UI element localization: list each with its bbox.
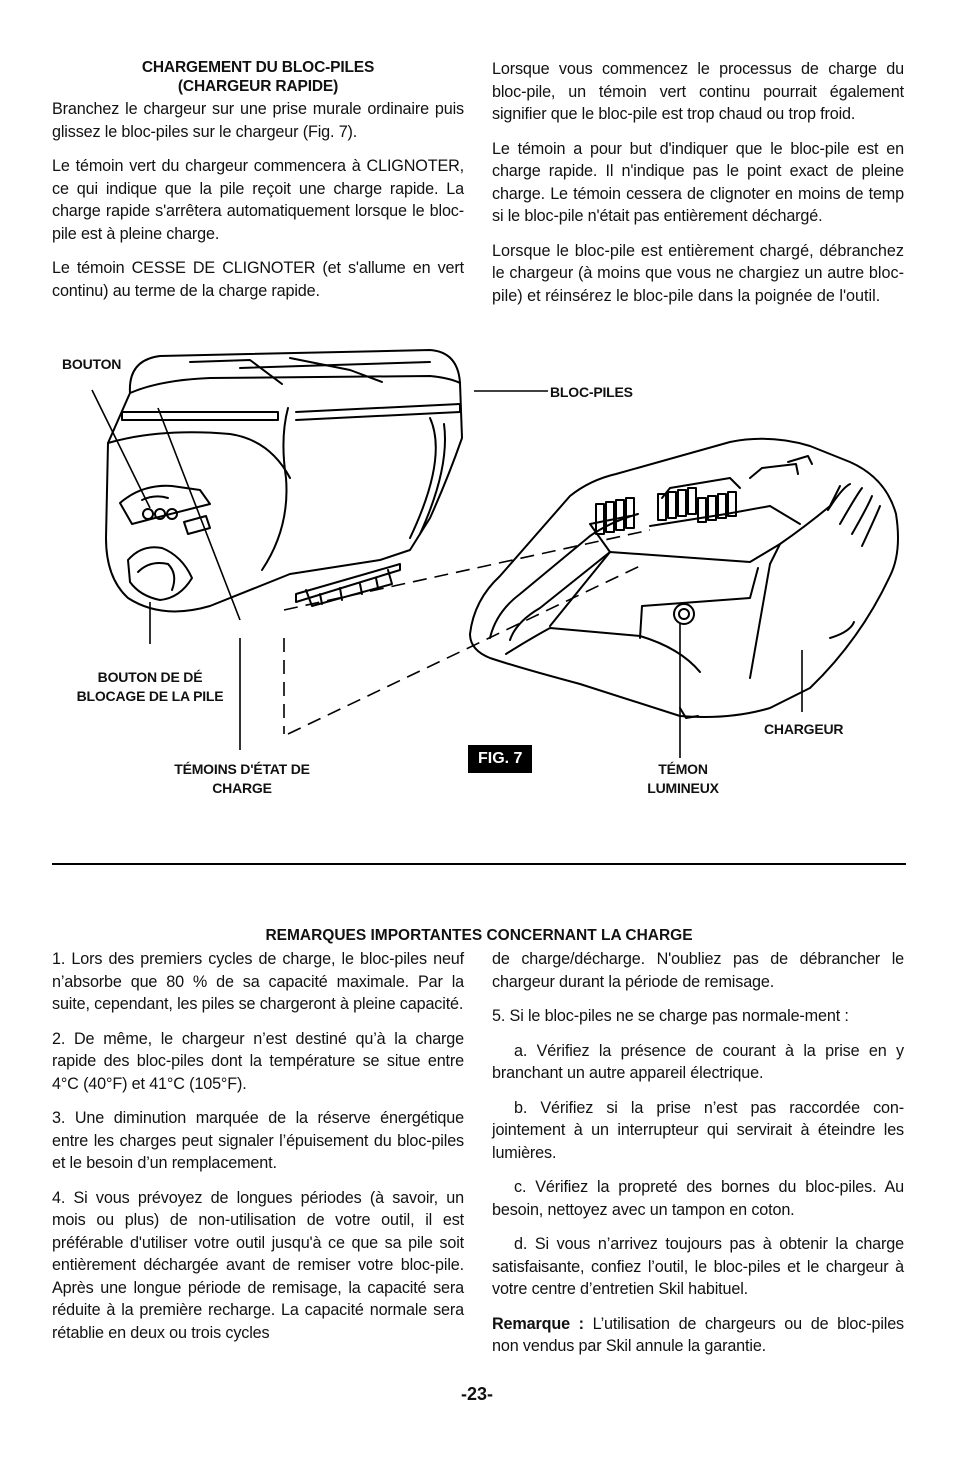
note-paragraph: 3. Une diminution marquée de la réserve énergétique entre les charges peut signaler l’épuisement du bloc-piles et le besoin d’un remplacement. — [52, 1109, 464, 1172]
label-temoins-etat — [155, 760, 329, 798]
label-temon-line2: LUMINEUX — [647, 780, 719, 796]
figure-7 — [50, 338, 910, 848]
label-deblocage-line2: BLOCAGE DE LA PILE — [76, 688, 224, 704]
remark-text: L’utilisation de chargeurs ou de bloc-piles non vendus par Skil annule la garantie. — [492, 1314, 905, 1355]
remark-label: Remarque : — [492, 1314, 584, 1333]
label-bloc-piles: BLOC-PILES — [550, 384, 633, 400]
charging-heading-line2: (CHARGEUR RAPIDE) — [177, 78, 339, 95]
label-bouton: BOUTON — [62, 356, 122, 372]
note-subitem: c. Vérifiez la propreté des bornes du bloc-piles. Au besoin, nettoyez avec un tampon en coton. — [492, 1178, 904, 1219]
charging-heading — [52, 58, 464, 96]
note-paragraph: de charge/décharge. N'oubliez pas de débrancher le chargeur durant la période de remisage. — [492, 950, 904, 991]
label-temoins-line1: TÉMOINS D'ÉTAT DE — [174, 761, 310, 777]
remark-paragraph — [492, 1313, 904, 1358]
notes-left-column — [52, 948, 464, 1356]
battery-pack-drawing — [106, 350, 462, 611]
charger-drawing — [470, 439, 898, 718]
paragraph: Lorsque vous commencez le processus de charge du bloc-pile, un témoin vert continu pourrait également signifier que le bloc-pile est trop chaud ou trop froid. — [492, 60, 904, 123]
notes-heading: REMARQUES IMPORTANTES CONCERNANT LA CHARGE — [265, 927, 693, 944]
note-paragraph: 5. Si le bloc-piles ne se charge pas normale-ment : — [492, 1007, 849, 1025]
note-paragraph: 4. Si vous prévoyez de longues périodes (à savoir, un mois ou plus) de non-utilisation de votre outil, il est préférable d'utiliser votre outil jusqu'à ce que sa pile soit entièrement déchargée avant de remiser votre bloc-pile. Après une longue période de remisage, la capacité sera réduite à la première recharge. La capacité normale sera rétablie en deux ou trois cycles — [52, 1188, 464, 1342]
charging-heading-line1: CHARGEMENT DU BLOC-PILES — [141, 59, 375, 76]
paragraph: Le témoin CESSE DE CLIGNOTER (et s'allume en vert continu) au terme de la charge rapide. — [52, 259, 464, 300]
note-paragraph: 2. De même, le chargeur n’est destiné qu’à la charge rapide des bloc-piles dont la température se situe entre 4°C (40°F) et 41°C (105°F). — [52, 1029, 464, 1093]
label-bouton-deblocage — [70, 668, 230, 706]
page-number: -23- — [460, 1384, 493, 1404]
paragraph: Lorsque le bloc-pile est entièrement chargé, débranchez le chargeur (à moins que vous ne chargiez un autre bloc-pile) et réinsérez le bloc-pile dans la poignée de l'outil. — [492, 241, 904, 305]
note-subitem: d. Si vous n’arrivez toujours pas à obtenir la charge satisfaisante, confiez l’outil, le bloc-piles et le chargeur à votre centre d’entretien Skil habituel. — [492, 1235, 904, 1298]
label-temoin-lumineux — [640, 760, 726, 798]
label-temoins-line2: CHARGE — [212, 780, 272, 796]
section-divider — [52, 863, 906, 865]
label-chargeur: CHARGEUR — [764, 721, 844, 737]
paragraph: Branchez le chargeur sur une prise murale ordinaire puis glissez le bloc-piles sur le chargeur (Fig. 7). — [52, 100, 464, 141]
note-subitem: b. Vérifiez si la prise n’est pas raccordée con-jointement à un interrupteur qui servirait à éteindre les lumières. — [492, 1098, 904, 1162]
charging-section-continued — [492, 58, 904, 319]
label-deblocage-line1: BOUTON DE DÉ — [97, 669, 203, 685]
paragraph: Le témoin vert du chargeur commencera à CLIGNOTER, ce qui indique que la pile reçoit une charge rapide. La charge rapide s'arrêtera automatiquement lorsque le bloc-pile est à pleine charge. — [52, 157, 464, 243]
charging-section — [52, 58, 464, 314]
figure-label-badge: FIG. 7 — [468, 745, 532, 773]
note-subitem: a. Vérifiez la présence de courant à la prise en y branchant un autre appareil électrique. — [492, 1041, 904, 1082]
paragraph: Le témoin a pour but d'indiquer que le bloc-pile est en charge rapide. Il n'indique pas le point exact de pleine charge. Le témoin cessera de clignoter en moins de temp si le bloc-pile n'était pas entièrement déchargé. — [492, 139, 904, 225]
notes-right-column — [492, 948, 904, 1370]
note-paragraph: 1. Lors des premiers cycles de charge, le bloc-piles neuf n’absorbe que 80 % de sa capacité maximale. Par la suite, cependant, les piles se chargeront à pleine capacité. — [52, 950, 464, 1013]
label-temon-line1: TÉMON — [658, 761, 708, 777]
